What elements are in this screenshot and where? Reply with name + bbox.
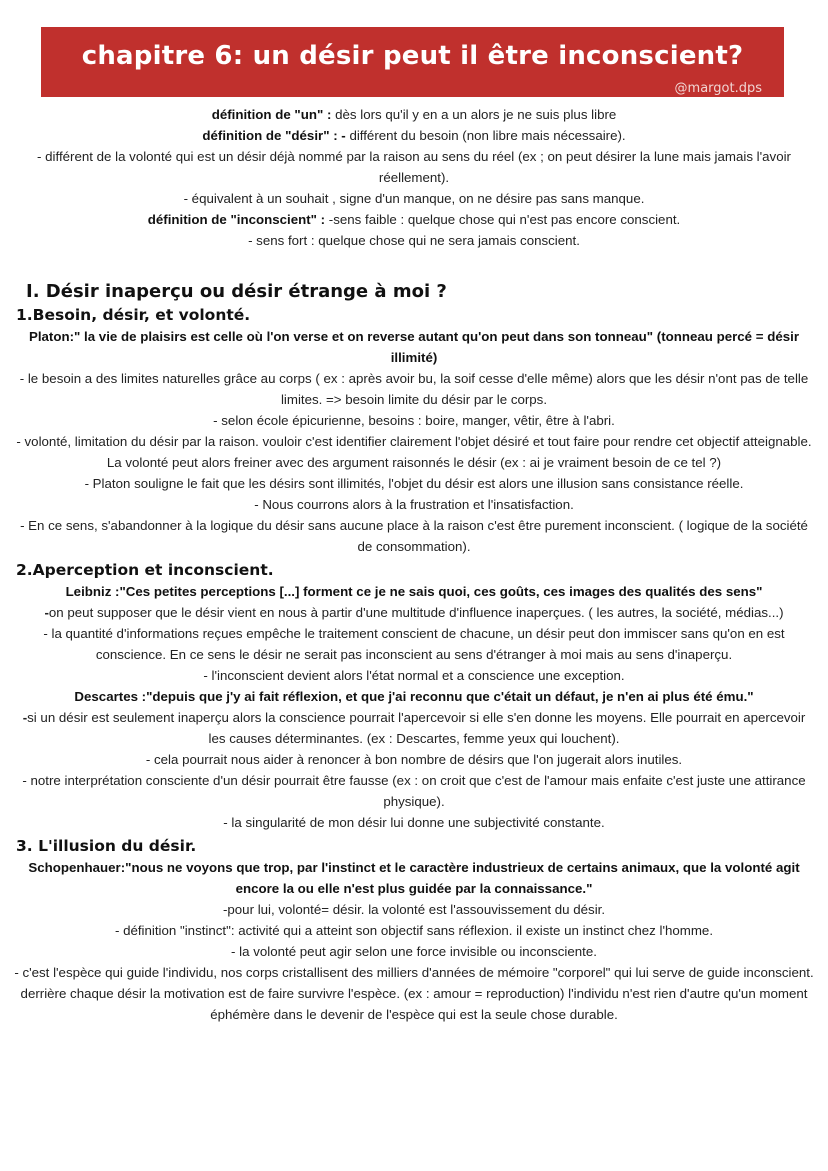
quote-line: Schopenhauer:"nous ne voyons que trop, par l'instinct et le caractère industrieux de certains animaux, que la volonté agit encore la ou elle n'est plus guidée par la connaissance." bbox=[28, 860, 800, 896]
author-handle: @margot.dps bbox=[674, 81, 762, 96]
definition-line: définition de "désir" : - différent du besoin (non libre mais nécessaire). bbox=[202, 128, 626, 143]
text-line: -si un désir est seulement inaperçu alors la conscience pourrait l'apercevoir si elle s'en donne les moyens. Elle pourrait en apercevoir les causes déterminantes. (ex : Descartes, femme yeux qui louchent). bbox=[22, 710, 806, 746]
title-banner bbox=[41, 27, 784, 97]
text-line: - le besoin a des limites naturelles grâce au corps ( ex : après avoir bu, la soif cesse d'elle même) alors que les désir n'ont pas de telle limites. => besoin limite du désir par le corps. bbox=[19, 371, 809, 407]
definition-line: - sens fort : quelque chose qui ne sera jamais conscient. bbox=[248, 233, 580, 248]
text-line: - la singularité de mon désir lui donne une subjectivité constante. bbox=[223, 815, 605, 830]
text-line: - volonté, limitation du désir par la raison. vouloir c'est identifier clairement l'objet désiré et tout faire pour rendre cet objectif atteignable. La volonté peut alors freiner avec des argument raisonnés le désir (ex : ai je vraiment besoin de ce tel ?) bbox=[16, 434, 812, 470]
text-line: - Nous courrons alors à la frustration et l'insatisfaction. bbox=[254, 497, 574, 512]
quote-line: Leibniz :"Ces petites perceptions [...] forment ce je ne sais quoi, ces goûts, ces images des qualités des sens" bbox=[65, 584, 763, 599]
text-line: -on peut supposer que le désir vient en nous à partir d'une multitude d'influence inaperçues. ( les autres, la société, médias...) bbox=[44, 605, 784, 620]
text-line: - la quantité d'informations reçues empêche le traitement conscient de chacune, un désir peut don immiscer sans qu'on en est conscience. En ce sens le désir ne serait pas inconscient au sens d'étranger à moi mais au sens d'inaperçu. bbox=[43, 626, 785, 662]
quote-line: Descartes :"depuis que j'y ai fait réflexion, et que j'ai reconnu que c'était un défaut, je n'en ai plus été ému." bbox=[74, 689, 754, 704]
text-line: - c'est l'espèce qui guide l'individu, nos corps cristallisent des milliers d'années de mémoire "corporel" qui lui serve de guide inconscient. derrière chaque désir la motivation est de faire survivre l'espèce. (ex : amour = reproduction) l'individu n'est rien d'autre qu'un moment éphémère dans le devenir de l'espèce qui est la seule chose durable. bbox=[14, 965, 814, 1022]
section-besoin bbox=[14, 304, 814, 557]
section-heading: 1.Besoin, désir, et volonté. bbox=[16, 306, 251, 324]
text-line: - selon école épicurienne, besoins : boire, manger, vêtir, être à l'abri. bbox=[213, 413, 615, 428]
text-line: -pour lui, volonté= désir. la volonté est l'assouvissement du désir. bbox=[222, 902, 606, 917]
definition-line: définition de "un" : dès lors qu'il y en a un alors je ne suis plus libre bbox=[211, 107, 617, 122]
text-line: - Platon souligne le fait que les désirs sont illimités, l'objet du désir est alors une illusion sans consistance réelle. bbox=[84, 476, 744, 491]
section-heading: 2.Aperception et inconscient. bbox=[16, 561, 274, 579]
text-line: - cela pourrait nous aider à renoncer à bon nombre de désirs que l'on jugerait alors inutiles. bbox=[145, 752, 683, 767]
text-line: - définition "instinct": activité qui a atteint son objectif sans réflexion. il existe un instinct chez l'homme. bbox=[114, 923, 714, 938]
text-line: - la volonté peut agir selon une force invisible ou inconsciente. bbox=[231, 944, 597, 959]
text-line: - l'inconscient devient alors l'état normal et a conscience une exception. bbox=[203, 668, 625, 683]
quote-line: Platon:" la vie de plaisirs est celle où l'on verse et on reverse autant qu'on peut dans son tonneau" (tonneau percé = désir illimité) bbox=[28, 329, 800, 365]
page-title: chapitre 6: un désir peut il être inconscient? bbox=[81, 41, 744, 71]
section-illusion bbox=[14, 835, 814, 1025]
definitions-block bbox=[14, 104, 814, 251]
section-heading: 3. L'illusion du désir. bbox=[16, 837, 197, 855]
definition-line: - différent de la volonté qui est un désir déjà nommé par la raison au sens du réel (ex ; on peut désirer la lune mais jamais l'avoir réellement). bbox=[37, 149, 791, 185]
document-body bbox=[14, 104, 814, 1027]
part-heading: I. Désir inaperçu ou désir étrange à moi ? bbox=[26, 281, 447, 302]
text-line: - En ce sens, s'abandonner à la logique du désir sans aucune place à la raison c'est être purement inconscient. ( logique de la société de consommation). bbox=[20, 518, 808, 554]
definition-line: définition de "inconscient" : -sens faible : quelque chose qui n'est pas encore conscient. bbox=[147, 212, 681, 227]
definition-line: - équivalent à un souhait , signe d'un manque, on ne désire pas sans manque. bbox=[183, 191, 645, 206]
text-line: - notre interprétation consciente d'un désir pourrait être fausse (ex : on croit que c'est de l'amour mais enfaite c'est juste une attirance physique). bbox=[22, 773, 806, 809]
section-aperception bbox=[14, 559, 814, 833]
